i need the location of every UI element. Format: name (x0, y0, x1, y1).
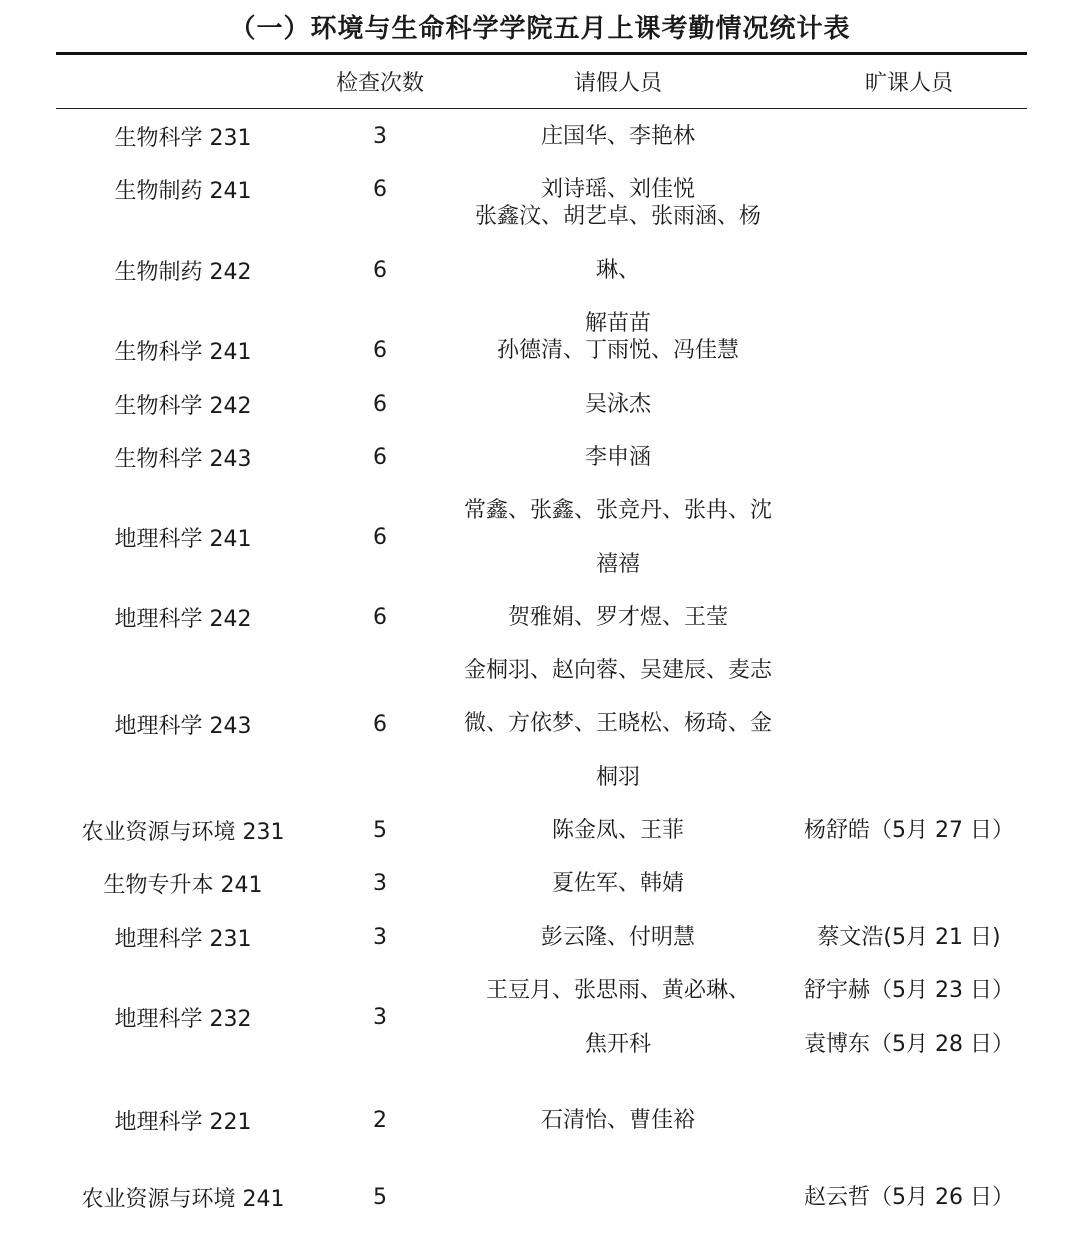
check-count-cell: 6 (373, 338, 387, 363)
leave-names-line: 彭云隆、付明慧 (540, 924, 695, 950)
absent-cell (776, 911, 1042, 964)
leave-names-line: 焦开科 (584, 1031, 651, 1057)
leave-cell (456, 911, 780, 964)
leave-cell (456, 804, 780, 857)
class-name-cell: 农业资源与环境 231 (81, 820, 285, 845)
leave-cell (456, 484, 780, 591)
class-name-cell: 农业资源与环境 241 (81, 1187, 285, 1212)
leave-names-line: 吴泳杰 (584, 391, 651, 417)
leave-names-line: 石清怡、曹佳裕 (540, 1107, 695, 1133)
class-name-cell: 地理科学 241 (114, 527, 252, 552)
class-name-cell: 生物科学 241 (114, 340, 252, 365)
absent-cell (776, 644, 1042, 804)
absent-cell (776, 378, 1042, 431)
absent-cell (776, 163, 1042, 216)
leave-names-line: 常鑫、张鑫、张竞丹、张冉、沈 (463, 498, 772, 523)
check-count-cell: 6 (373, 605, 387, 630)
table-title: （一）环境与生命科学学院五月上课考勤情况统计表 (229, 14, 851, 44)
table-row (0, 857, 1080, 910)
check-count-cell: 6 (373, 258, 387, 283)
leave-names-line: 张鑫汶、胡艺卓、张雨涵、杨琳、 (474, 204, 761, 283)
table-row (0, 431, 1080, 484)
leave-names-line: 陈金凤、王菲 (551, 817, 684, 843)
leave-cell (456, 110, 780, 163)
leave-cell (456, 324, 780, 377)
check-count-cell: 5 (373, 1185, 387, 1210)
absent-cell (776, 1094, 1042, 1147)
leave-names-line: 王豆月、张思雨、黄必琳、 (485, 978, 750, 1003)
leave-cell (456, 431, 780, 484)
leave-names-line: 孙德清、丁雨悦、冯佳慧 (496, 337, 739, 363)
leave-cell (456, 591, 780, 644)
table-row (0, 484, 1080, 591)
table-row (0, 1171, 1080, 1224)
check-count-cell: 6 (373, 711, 387, 737)
absent-name-line: 赵云哲（5月 26 日） (804, 1184, 1014, 1210)
leave-names-line: 解苗苗 (584, 311, 651, 337)
table-row (0, 378, 1080, 431)
check-count-cell: 3 (373, 925, 387, 950)
class-name-cell: 生物科学 242 (114, 394, 252, 419)
class-name-cell: 地理科学 221 (114, 1110, 252, 1135)
absent-cell (776, 591, 1042, 644)
absent-cell (776, 857, 1042, 910)
absent-name-line: 袁博东（5月 28 日） (804, 1031, 1014, 1057)
check-count-cell: 3 (373, 1005, 387, 1030)
absent-cell (776, 217, 1042, 324)
absent-cell (776, 964, 1042, 1071)
leave-names-line: 金桐羽、赵向蓉、吴建辰、麦志 (463, 657, 772, 683)
table-row (0, 804, 1080, 857)
leave-names-line: 贺雅娟、罗才煜、王莹 (507, 604, 728, 630)
header-count: 检查次数 (335, 71, 424, 96)
absent-name-line: 蔡文浩(5月 21 日) (817, 924, 1001, 950)
header-leave: 请假人员 (573, 71, 662, 96)
class-name-cell: 地理科学 242 (114, 607, 252, 632)
check-count-cell: 5 (373, 818, 387, 843)
check-count-cell: 6 (373, 525, 387, 550)
class-name-cell: 地理科学 231 (114, 927, 252, 952)
leave-names-line: 庄国华、李艳林 (540, 123, 695, 149)
leave-names-line: 夏佐军、韩婧 (551, 870, 684, 896)
table-row (0, 204, 1080, 337)
table-row (0, 644, 1080, 804)
leave-cell (456, 378, 780, 431)
class-name-cell: 地理科学 232 (114, 1007, 252, 1032)
check-count-cell: 3 (373, 871, 387, 896)
leave-names-line: 刘诗瑶、刘佳悦 (540, 176, 695, 202)
table-row (0, 911, 1080, 964)
leave-names-line: 微、方依梦、王晓松、杨琦、金 (463, 711, 772, 737)
class-name-cell: 生物制药 242 (114, 260, 252, 285)
table-row (0, 110, 1080, 163)
check-count-cell: 3 (373, 124, 387, 149)
table-row (0, 1094, 1080, 1147)
leave-cell (456, 1171, 780, 1224)
check-count-cell: 6 (373, 177, 387, 202)
class-name-cell: 生物专升本 241 (103, 873, 263, 898)
class-name-cell: 生物科学 231 (114, 126, 252, 151)
leave-cell (456, 1094, 780, 1147)
leave-cell (456, 204, 780, 337)
table-row (0, 591, 1080, 644)
leave-names-line: 桐羽 (595, 764, 640, 790)
class-name-cell: 生物制药 241 (114, 179, 252, 204)
header-absent: 旷课人员 (864, 71, 953, 96)
class-name-cell: 生物科学 243 (114, 447, 252, 472)
leave-cell (456, 644, 780, 804)
table-row (0, 964, 1080, 1071)
absent-cell (776, 804, 1042, 857)
check-count-cell: 2 (373, 1108, 387, 1133)
absent-cell (776, 484, 1042, 591)
absent-cell (776, 110, 1042, 163)
leave-names-line: 禧禧 (595, 551, 640, 577)
absent-cell (776, 324, 1042, 377)
absent-name-line: 杨舒皓（5月 27 日） (804, 817, 1014, 843)
absent-cell (776, 431, 1042, 484)
check-count-cell: 6 (373, 445, 387, 470)
absent-cell (776, 1171, 1042, 1224)
absent-name-line: 舒宇赫（5月 23 日） (804, 978, 1014, 1003)
leave-names-line: 李申涵 (584, 444, 651, 470)
class-name-cell: 地理科学 243 (114, 713, 252, 739)
check-count-cell: 6 (373, 392, 387, 417)
table-row (0, 324, 1080, 377)
leave-cell (456, 964, 780, 1071)
leave-cell (456, 857, 780, 910)
